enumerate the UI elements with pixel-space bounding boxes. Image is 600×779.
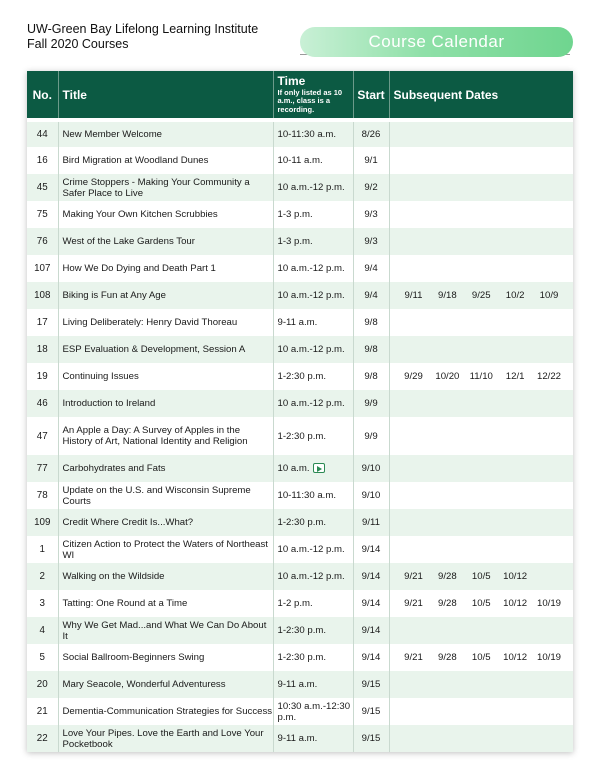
- course-number: 78: [27, 482, 58, 509]
- course-start-date: 9/15: [353, 671, 389, 698]
- subsequent-dates: [389, 617, 573, 644]
- subsequent-dates: [389, 309, 573, 336]
- subsequent-date: 12/1: [505, 371, 525, 382]
- course-start-date: 9/9: [353, 417, 389, 455]
- subsequent-date: 10/12: [503, 598, 528, 609]
- course-time: [273, 255, 353, 282]
- subsequent-date: 10/5: [471, 652, 491, 663]
- course-title: Dementia-Communication Strategies for Success: [58, 698, 273, 725]
- course-number: 22: [27, 725, 58, 752]
- course-number: 20: [27, 671, 58, 698]
- course-title: Mary Seacole, Wonderful Adventuress: [58, 671, 273, 698]
- course-time-text: 10 a.m.-12 p.m.: [277, 263, 345, 274]
- course-time-text: 10-11:30 a.m.: [277, 490, 336, 501]
- course-time: [273, 417, 353, 455]
- course-title: Bird Migration at Woodland Dunes: [58, 147, 273, 174]
- subsequent-date: 10/5: [471, 571, 491, 582]
- course-time: [273, 363, 353, 390]
- table-row: [27, 509, 573, 536]
- table-row: [27, 174, 573, 201]
- subsequent-dates-list: [390, 371, 574, 382]
- course-title: Why We Get Mad...and What We Can Do About It: [58, 617, 273, 644]
- subsequent-date: 10/19: [536, 652, 561, 663]
- subsequent-dates: [389, 282, 573, 309]
- subsequent-dates: [389, 536, 573, 563]
- course-time-text: 10 a.m.-12 p.m.: [277, 571, 345, 582]
- course-number: 19: [27, 363, 58, 390]
- course-title: Credit Where Credit Is...What?: [58, 509, 273, 536]
- subsequent-date: 11/10: [469, 371, 493, 382]
- course-number: 17: [27, 309, 58, 336]
- subsequent-date: 10/19: [536, 598, 561, 609]
- course-time-text: 1-2:30 p.m.: [277, 652, 327, 663]
- table-header-row: [27, 71, 573, 120]
- header-time-note: If only listed as 10 a.m., class is a recording.: [277, 87, 343, 114]
- course-time-text: 9-11 a.m.: [277, 317, 318, 328]
- subsequent-date: 10/12: [503, 652, 528, 663]
- subsequent-date: 10/12: [503, 571, 528, 582]
- subsequent-dates: [389, 363, 573, 390]
- course-time: [273, 201, 353, 228]
- course-time-text: 1-3 p.m.: [277, 236, 313, 247]
- course-title: Crime Stoppers - Making Your Community a Safer Place to Live: [58, 174, 273, 201]
- course-start-date: 9/2: [353, 174, 389, 201]
- table-row: [27, 147, 573, 174]
- table-row: [27, 644, 573, 671]
- subsequent-dates: [389, 228, 573, 255]
- subsequent-date: 9/11: [404, 290, 423, 301]
- table-row: [27, 255, 573, 282]
- course-start-date: 9/8: [353, 309, 389, 336]
- subsequent-dates-list: [390, 652, 574, 663]
- course-number: 77: [27, 455, 58, 482]
- course-start-date: 9/4: [353, 255, 389, 282]
- course-start-date: 9/10: [353, 482, 389, 509]
- subsequent-date: 9/25: [471, 290, 491, 301]
- course-table-wrapper: [27, 71, 573, 752]
- subsequent-dates: [389, 201, 573, 228]
- course-title: West of the Lake Gardens Tour: [58, 228, 273, 255]
- subsequent-dates: [389, 563, 573, 590]
- subsequent-date: 10/9: [539, 290, 559, 301]
- course-time-text: 10 a.m.-12 p.m.: [277, 544, 345, 555]
- header-title: Title: [58, 71, 273, 120]
- course-number: 21: [27, 698, 58, 725]
- course-number: 76: [27, 228, 58, 255]
- course-number: 2: [27, 563, 58, 590]
- course-start-date: 9/15: [353, 698, 389, 725]
- course-time: [273, 174, 353, 201]
- table-row: [27, 482, 573, 509]
- course-time: [273, 147, 353, 174]
- course-start-date: 9/14: [353, 617, 389, 644]
- header-subsequent: Subsequent Dates: [389, 71, 573, 120]
- subsequent-dates: [389, 390, 573, 417]
- course-title: Love Your Pipes. Love the Earth and Love Your Pocketbook: [58, 725, 273, 752]
- course-time-text: 10 a.m.-12 p.m.: [277, 182, 345, 193]
- subsequent-date: 9/29: [404, 371, 423, 382]
- course-time-text: 10:30 a.m.-12:30 p.m.: [277, 700, 351, 723]
- subsequent-dates: [389, 255, 573, 282]
- course-start-date: 9/14: [353, 536, 389, 563]
- subsequent-dates: [389, 417, 573, 455]
- course-start-date: 9/8: [353, 336, 389, 363]
- course-title: Introduction to Ireland: [58, 390, 273, 417]
- course-time: [273, 644, 353, 671]
- course-time: [273, 282, 353, 309]
- subsequent-dates: [389, 725, 573, 752]
- org-name: UW-Green Bay Lifelong Learning Institute: [27, 22, 259, 36]
- course-time-text: 1-2:30 p.m.: [277, 625, 327, 636]
- course-number: 107: [27, 255, 58, 282]
- table-row: [27, 590, 573, 617]
- table-row: [27, 201, 573, 228]
- course-title: Continuing Issues: [58, 363, 273, 390]
- table-row: [27, 363, 573, 390]
- subsequent-dates: [389, 147, 573, 174]
- course-start-date: 8/26: [353, 120, 389, 147]
- subsequent-dates: [389, 644, 573, 671]
- subsequent-dates: [389, 174, 573, 201]
- course-time: [273, 309, 353, 336]
- course-number: 47: [27, 417, 58, 455]
- course-time-text: 10 a.m.-12 p.m.: [277, 344, 345, 355]
- course-title: Tatting: One Round at a Time: [58, 590, 273, 617]
- course-time: [273, 617, 353, 644]
- course-number: 4: [27, 617, 58, 644]
- course-start-date: 9/1: [353, 147, 389, 174]
- subsequent-dates-list: [390, 571, 574, 582]
- course-start-date: 9/3: [353, 228, 389, 255]
- course-time: [273, 336, 353, 363]
- course-time-text: 10 a.m.-12 p.m.: [277, 290, 345, 301]
- table-row: [27, 563, 573, 590]
- subsequent-dates: [389, 509, 573, 536]
- course-number: 108: [27, 282, 58, 309]
- subsequent-date: 9/21: [404, 571, 423, 582]
- play-video-icon: [313, 463, 325, 473]
- subsequent-dates-list: [390, 598, 574, 609]
- course-time: [273, 482, 353, 509]
- course-time: [273, 120, 353, 147]
- course-number: 3: [27, 590, 58, 617]
- subsequent-date: 9/21: [404, 598, 423, 609]
- course-time-text: 10 a.m.: [277, 463, 310, 474]
- course-start-date: 9/4: [353, 282, 389, 309]
- course-time-text: 1-2:30 p.m.: [277, 517, 327, 528]
- course-title: ESP Evaluation & Development, Session A: [58, 336, 273, 363]
- course-title: How We Do Dying and Death Part 1: [58, 255, 273, 282]
- course-number: 18: [27, 336, 58, 363]
- course-time: [273, 509, 353, 536]
- course-start-date: 9/14: [353, 563, 389, 590]
- course-time: [273, 563, 353, 590]
- subsequent-date: 10/2: [505, 290, 525, 301]
- subsequent-date: 9/28: [438, 652, 457, 663]
- subsequent-date: 9/18: [438, 290, 457, 301]
- course-number: 44: [27, 120, 58, 147]
- course-time: [273, 228, 353, 255]
- subsequent-date: 9/28: [438, 571, 457, 582]
- table-row: [27, 390, 573, 417]
- subsequent-dates-list: [390, 290, 574, 301]
- course-title: Making Your Own Kitchen Scrubbies: [58, 201, 273, 228]
- header-time: [273, 71, 353, 120]
- course-start-date: 9/15: [353, 725, 389, 752]
- subsequent-dates: [389, 482, 573, 509]
- course-time-text: 9-11 a.m.: [277, 679, 318, 690]
- subsequent-dates: [389, 671, 573, 698]
- table-row: [27, 698, 573, 725]
- subsequent-date: 10/20: [435, 371, 460, 382]
- subsequent-date: 12/22: [536, 371, 561, 382]
- course-start-date: 9/8: [353, 363, 389, 390]
- course-start-date: 9/14: [353, 644, 389, 671]
- course-time-text: 10 a.m.-12 p.m.: [277, 398, 345, 409]
- header-time-label: Time: [277, 73, 306, 88]
- header-no: No.: [27, 71, 58, 120]
- course-title: Carbohydrates and Fats: [58, 455, 273, 482]
- course-number: 16: [27, 147, 58, 174]
- course-title: New Member Welcome: [58, 120, 273, 147]
- course-time: [273, 536, 353, 563]
- course-table: [27, 71, 573, 752]
- subsequent-date: 9/28: [438, 598, 457, 609]
- course-number: 45: [27, 174, 58, 201]
- course-start-date: 9/14: [353, 590, 389, 617]
- course-number: 1: [27, 536, 58, 563]
- course-title: Walking on the Wildside: [58, 563, 273, 590]
- table-row: [27, 228, 573, 255]
- course-start-date: 9/3: [353, 201, 389, 228]
- course-number: 75: [27, 201, 58, 228]
- subsequent-dates: [389, 590, 573, 617]
- course-time-text: 10-11:30 a.m.: [277, 129, 336, 140]
- course-title: An Apple a Day: A Survey of Apples in the History of Art, National Identity and Religion: [58, 417, 273, 455]
- course-title: Update on the U.S. and Wisconsin Supreme Courts: [58, 482, 273, 509]
- subsequent-dates: [389, 455, 573, 482]
- course-number: 5: [27, 644, 58, 671]
- header-org: [27, 22, 258, 52]
- table-row: [27, 617, 573, 644]
- course-time: [273, 390, 353, 417]
- course-time-text: 1-2 p.m.: [277, 598, 313, 609]
- course-number: 109: [27, 509, 58, 536]
- course-time: [273, 671, 353, 698]
- course-calendar-banner: Course Calendar: [300, 27, 573, 57]
- course-title: Citizen Action to Protect the Waters of Northeast WI: [58, 536, 273, 563]
- term-label: Fall 2020 Courses: [27, 37, 129, 51]
- table-row: [27, 455, 573, 482]
- course-time-text: 1-2:30 p.m.: [277, 371, 327, 382]
- table-row: [27, 309, 573, 336]
- course-time-text: 1-3 p.m.: [277, 209, 313, 220]
- table-row: [27, 336, 573, 363]
- table-row: [27, 671, 573, 698]
- table-row: [27, 536, 573, 563]
- course-title: Biking is Fun at Any Age: [58, 282, 273, 309]
- subsequent-date: [533, 571, 565, 582]
- course-start-date: 9/10: [353, 455, 389, 482]
- subsequent-dates: [389, 120, 573, 147]
- course-time: [273, 698, 353, 725]
- table-body: [27, 120, 573, 752]
- course-title: Social Ballroom-Beginners Swing: [58, 644, 273, 671]
- header-start: Start: [353, 71, 389, 120]
- table-row: [27, 282, 573, 309]
- table-row: [27, 725, 573, 752]
- course-number: 46: [27, 390, 58, 417]
- table-row: [27, 417, 573, 455]
- course-start-date: 9/9: [353, 390, 389, 417]
- subsequent-date: 10/5: [471, 598, 491, 609]
- course-time: [273, 590, 353, 617]
- course-start-date: 9/11: [353, 509, 389, 536]
- course-title: Living Deliberately: Henry David Thoreau: [58, 309, 273, 336]
- subsequent-dates: [389, 336, 573, 363]
- course-time: [273, 725, 353, 752]
- subsequent-dates: [389, 698, 573, 725]
- table-row: [27, 120, 573, 147]
- course-time: [273, 455, 353, 482]
- subsequent-date: 9/21: [404, 652, 423, 663]
- course-time-text: 10-11 a.m.: [277, 155, 323, 166]
- course-time-text: 9-11 a.m.: [277, 733, 318, 744]
- course-time-text: 1-2:30 p.m.: [277, 430, 327, 442]
